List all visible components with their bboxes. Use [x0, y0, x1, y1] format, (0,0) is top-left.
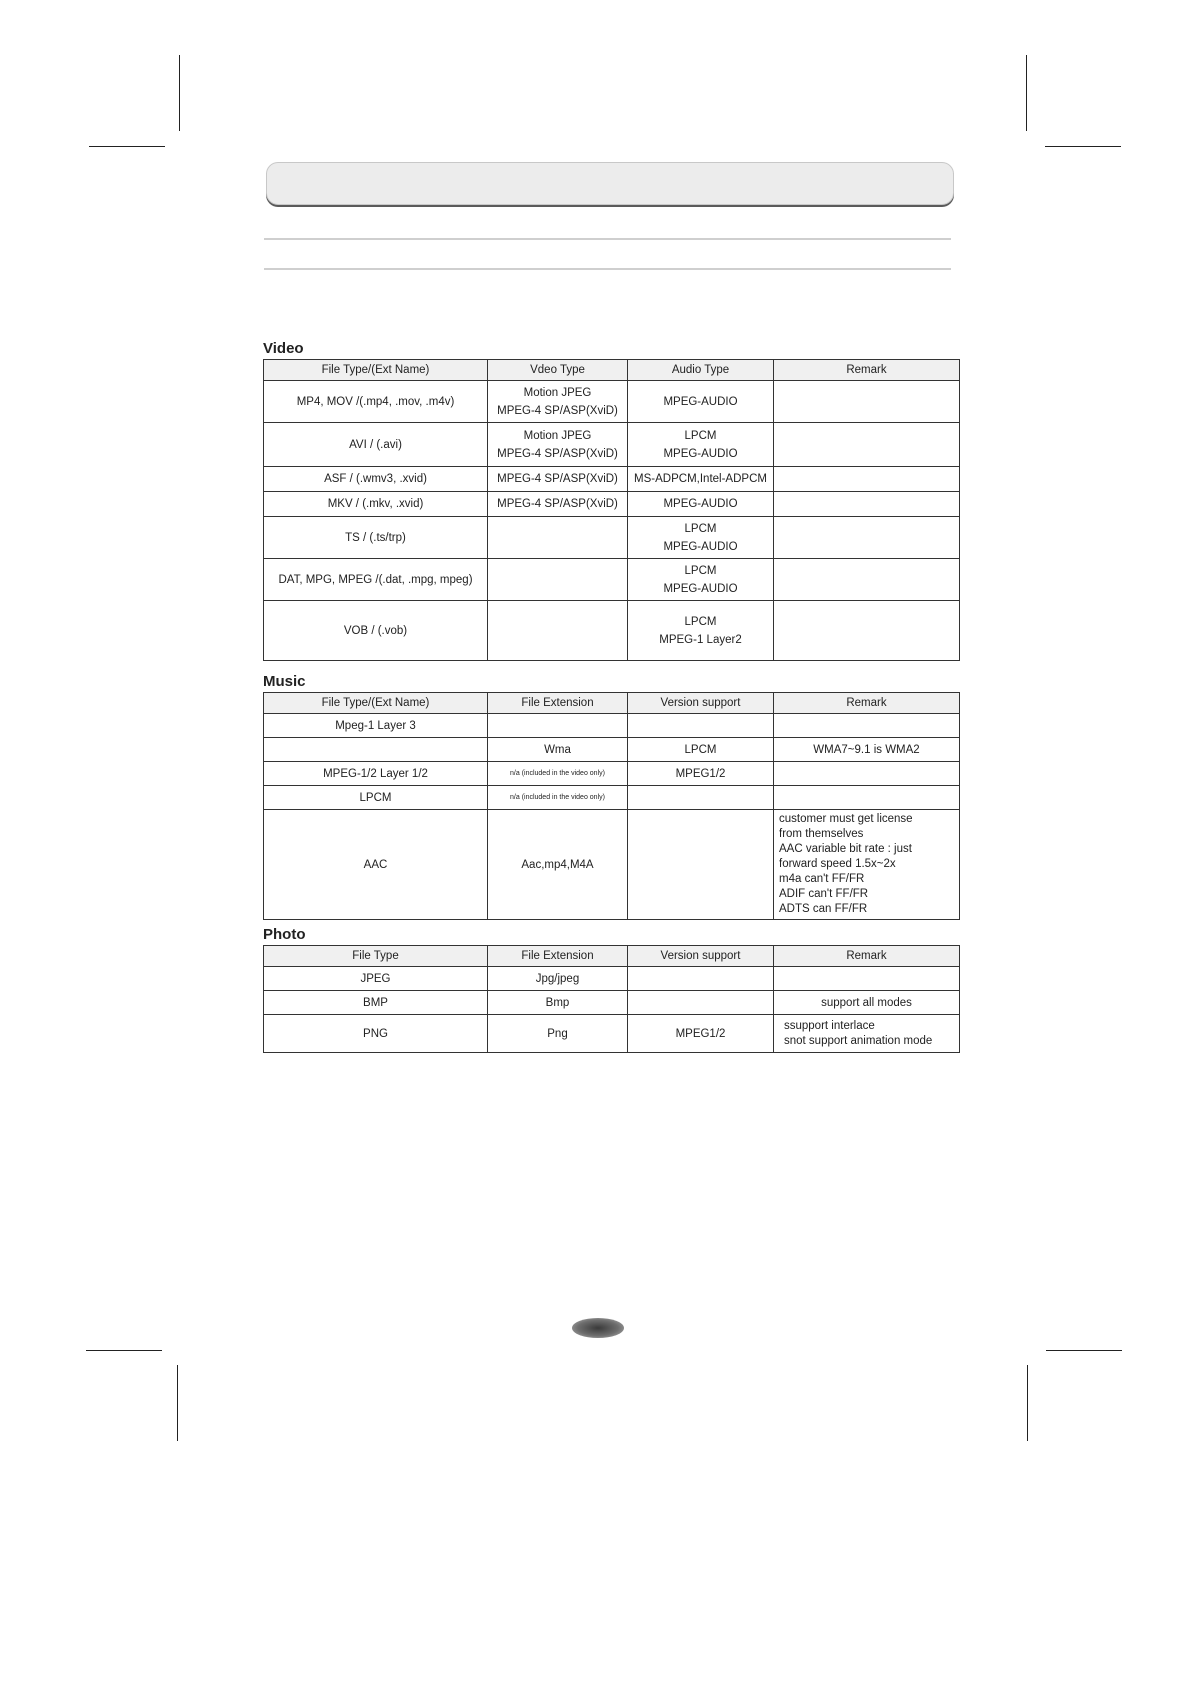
video-header-video-type: Vdeo Type — [488, 360, 628, 381]
music-header-row — [264, 693, 960, 714]
file-type-cell: LPCM — [264, 786, 488, 810]
remark-cell — [774, 559, 960, 601]
audio-type-line: MPEG-1 Layer2 — [659, 633, 742, 646]
version-support-cell — [628, 786, 774, 810]
audio-type-cell — [628, 517, 774, 559]
video-type-cell — [488, 381, 628, 423]
remark-line: from themselves — [779, 828, 864, 840]
crop-mark-bottom-left-horizontal — [86, 1350, 162, 1351]
file-type-cell: DAT, MPG, MPEG /(.dat, .mpg, mpeg) — [264, 559, 488, 601]
photo-table — [263, 945, 960, 1053]
file-type-cell: TS / (.ts/trp) — [264, 517, 488, 559]
file-type-cell: MKV / (.mkv, .xvid) — [264, 492, 488, 517]
photo-header-row — [264, 946, 960, 967]
video-header-row — [264, 360, 960, 381]
audio-type-line: LPCM — [684, 564, 717, 577]
table-row — [264, 714, 960, 738]
table-row — [264, 738, 960, 762]
remark-line: forward speed 1.5x~2x — [779, 858, 896, 870]
music-title: Music — [263, 673, 306, 690]
file-type-cell: AAC — [264, 810, 488, 920]
table-row — [264, 991, 960, 1015]
crop-mark-bottom-right-vertical — [1027, 1365, 1028, 1441]
version-support-cell — [628, 991, 774, 1015]
remark-line: AAC variable bit rate : just — [779, 843, 912, 855]
photo-header-file-type: File Type — [264, 946, 488, 967]
photo-title: Photo — [263, 926, 306, 943]
table-row — [264, 423, 960, 467]
table-row — [264, 517, 960, 559]
remark-line: snot support animation mode — [784, 1034, 933, 1047]
audio-type-cell: MS-ADPCM,Intel-ADPCM — [628, 467, 774, 492]
file-type-cell: VOB / (.vob) — [264, 601, 488, 661]
header-rule-top — [264, 238, 951, 240]
remark-line: ADTS can FF/FR — [779, 903, 868, 915]
crop-mark-top-left-horizontal — [89, 146, 165, 147]
video-type-line: MPEG-4 SP/ASP(XviD) — [497, 404, 618, 417]
file-type-cell: MP4, MOV /(.mp4, .mov, .m4v) — [264, 381, 488, 423]
audio-type-cell — [628, 559, 774, 601]
file-type-cell: Mpeg-1 Layer 3 — [264, 714, 488, 738]
audio-type-line: LPCM — [684, 522, 717, 535]
remark-cell — [774, 381, 960, 423]
remark-cell — [774, 492, 960, 517]
file-type-cell: PNG — [264, 1015, 488, 1053]
video-type-cell: MPEG-4 SP/ASP(XviD) — [488, 492, 628, 517]
video-type-line: Motion JPEG — [523, 429, 592, 442]
video-header-file-type: File Type/(Ext Name) — [264, 360, 488, 381]
remark-cell — [774, 967, 960, 991]
video-header-audio-type: Audio Type — [628, 360, 774, 381]
page-number-marker — [572, 1318, 624, 1338]
file-type-cell — [264, 738, 488, 762]
music-section — [263, 673, 959, 920]
music-header-file-type: File Type/(Ext Name) — [264, 693, 488, 714]
table-row — [264, 762, 960, 786]
remark-cell — [774, 601, 960, 661]
file-type-cell: JPEG — [264, 967, 488, 991]
table-row — [264, 559, 960, 601]
remark-cell: WMA7~9.1 is WMA2 — [774, 738, 960, 762]
version-support-cell: MPEG1/2 — [628, 762, 774, 786]
file-type-cell: AVI / (.avi) — [264, 423, 488, 467]
crop-mark-top-right-horizontal — [1045, 146, 1121, 147]
remark-line: ssupport interlace — [784, 1019, 875, 1032]
file-extension-cell — [488, 714, 628, 738]
video-title: Video — [263, 340, 304, 357]
audio-type-cell: MPEG-AUDIO — [628, 492, 774, 517]
audio-type-cell — [628, 601, 774, 661]
audio-type-cell: MPEG-AUDIO — [628, 381, 774, 423]
remark-line: ADIF can't FF/FR — [779, 888, 869, 900]
video-table — [263, 359, 960, 661]
video-type-line: MPEG-4 SP/ASP(XviD) — [497, 447, 618, 460]
table-row — [264, 967, 960, 991]
remark-line: customer must get license — [779, 813, 913, 825]
audio-type-cell — [628, 423, 774, 467]
remark-cell — [774, 467, 960, 492]
file-extension-cell: n/a (included in the video only) — [488, 786, 628, 810]
music-table — [263, 692, 960, 920]
remark-cell — [774, 423, 960, 467]
table-row — [264, 1015, 960, 1053]
version-support-cell — [628, 810, 774, 920]
photo-header-file-extension: File Extension — [488, 946, 628, 967]
file-extension-cell: Wma — [488, 738, 628, 762]
table-row — [264, 601, 960, 661]
photo-section — [263, 926, 959, 1053]
file-extension-cell: Png — [488, 1015, 628, 1053]
crop-mark-bottom-left-vertical — [177, 1365, 178, 1441]
crop-mark-top-right-vertical — [1026, 55, 1027, 131]
video-type-cell: MPEG-4 SP/ASP(XviD) — [488, 467, 628, 492]
video-section — [263, 340, 959, 661]
remark-cell — [774, 517, 960, 559]
remark-cell — [774, 786, 960, 810]
table-row — [264, 810, 960, 920]
video-type-cell — [488, 601, 628, 661]
audio-type-line: LPCM — [684, 429, 717, 442]
crop-mark-top-left-vertical — [179, 55, 180, 131]
audio-type-line: MPEG-AUDIO — [663, 447, 738, 460]
file-extension-cell: n/a (included in the video only) — [488, 762, 628, 786]
audio-type-line: LPCM — [684, 615, 717, 628]
video-type-line: Motion JPEG — [523, 386, 592, 399]
audio-type-line: MPEG-AUDIO — [663, 582, 738, 595]
remark-cell — [774, 1015, 960, 1053]
music-header-file-extension: File Extension — [488, 693, 628, 714]
remark-cell — [774, 762, 960, 786]
header-rule-bottom — [264, 268, 951, 270]
remark-line: m4a can't FF/FR — [779, 873, 865, 885]
version-support-cell — [628, 714, 774, 738]
remark-cell — [774, 810, 960, 920]
table-row — [264, 786, 960, 810]
music-header-version-support: Version support — [628, 693, 774, 714]
photo-header-version-support: Version support — [628, 946, 774, 967]
version-support-cell — [628, 967, 774, 991]
remark-cell — [774, 714, 960, 738]
audio-type-line: MPEG-AUDIO — [663, 540, 738, 553]
video-type-cell — [488, 517, 628, 559]
remark-cell: support all modes — [774, 991, 960, 1015]
header-bar — [266, 162, 954, 205]
music-header-remark: Remark — [774, 693, 960, 714]
table-row — [264, 381, 960, 423]
video-header-remark: Remark — [774, 360, 960, 381]
photo-header-remark: Remark — [774, 946, 960, 967]
file-type-cell: ASF / (.wmv3, .xvid) — [264, 467, 488, 492]
version-support-cell: MPEG1/2 — [628, 1015, 774, 1053]
file-extension-cell: Bmp — [488, 991, 628, 1015]
video-type-cell — [488, 559, 628, 601]
table-row — [264, 467, 960, 492]
crop-mark-bottom-right-horizontal — [1046, 1350, 1122, 1351]
version-support-cell: LPCM — [628, 738, 774, 762]
file-type-cell: BMP — [264, 991, 488, 1015]
table-row — [264, 492, 960, 517]
video-type-cell — [488, 423, 628, 467]
file-type-cell: MPEG-1/2 Layer 1/2 — [264, 762, 488, 786]
file-extension-cell: Aac,mp4,M4A — [488, 810, 628, 920]
file-extension-cell: Jpg/jpeg — [488, 967, 628, 991]
